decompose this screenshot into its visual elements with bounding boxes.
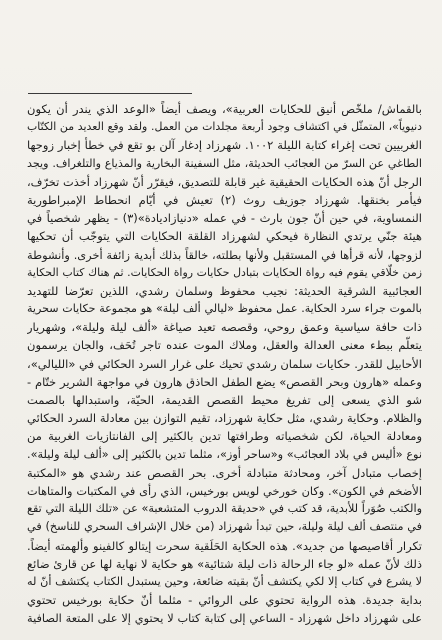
text-line: بالموت جراء سرد الحكاية. عمل محفوظ «ليالي ألف ليلة» هو مجموعة حكايات سحرية: [27, 302, 422, 316]
text-line: شو الذي يسعى إلى تفريغ محيط القصص القديمة، الحيّة، واستبدالها بالصمت: [27, 393, 422, 407]
text-line: الغربيين تحت إغراء كتابة الليلة ١٠٠٢. شهرزاد إدغار آلن بو تقع في خطأ إخبار زوجها: [27, 138, 422, 153]
text-line: في منتصف ألف ليلة وليلة، حين تبدأ شهرزاد (من خلال الإشراف السحري للناسخ) في: [27, 520, 422, 534]
text-line: الأضخم في الكون». وكان خورخي لويس بورخيس، الذي رأى في المكتبات والمتاهات: [27, 483, 422, 498]
text-line: لزوجها، لأنه قرأها في المستقبل ولأنها بطلته، خالقاً بذلك أبدية زائفة أخرى. وأنشوطة: [27, 247, 422, 262]
text-line: تكرار أقاصيصها من جديد». هذه الحكاية الحَلَقية سحرت إيتالو كالفينو وألهمته أيضاً.: [27, 538, 422, 553]
text-line: يتعلّم ببطء معنى العدالة والعقل، وملاك الموت عنده تاجر تُحَف، والجان يرسمون: [27, 338, 422, 353]
text-line: بالقماش/ ملخّص أنيق للحكايات العربية»، ويصف أيضاً «الوعد الذي يندر أن يكون: [27, 102, 422, 116]
body-text: [27, 100, 422, 627]
text-line: ومعادلة الحياة، لكن شخصياته وطرافتها تدين بالكثير إلى الفانتازيات الغربية من: [27, 429, 422, 444]
text-line: الأحابيل للقدر. حكايات سلمان رشدي تحيك على غرار السرد الحكائي في «الليالي»،: [27, 356, 422, 371]
text-line: وعمله «هارون وبحر القصص» يضع الطفل الحاذق هارون في مواجهة الشرير ختّام -: [27, 374, 422, 389]
text-line: النمساوية، في حين أنّ جون بارث - في عمله «دنيازاديادة»(٣) - يظهر شخصياً في: [27, 211, 422, 226]
text-line: والظلام. وحكاية رشدي، مثل حكاية شهرزاد، تقيم التوازن بين معادلة السرد الحكائي: [27, 411, 422, 426]
text-line: هيئة جنّي يرتدي النظارة فيحكي لشهرزاد القلقة الحكايات التي يتوجّب أن تحكيها: [27, 229, 422, 244]
text-line: الطاغي عن السرّ من العجائب الحديثة، مثل السفينة البخارية والمذياع والتلغراف. ويجد: [27, 156, 422, 170]
text-line: دنيوياً»، المتمثّل في اكتشاف وجود أربعة مجلدات من العمل. ولقد وقع العديد من الكتّاب: [27, 120, 422, 134]
text-line: والكتب صُوَراً للأبدية، قد كتب في «حديقة الدروب المتشعبة» عن «تلك الليلة التي تقع: [27, 502, 422, 516]
text-line: بداية جديدة. هذه الرواية تحتوي على الروائي - مثلما أنّ حكاية بورخيس تحتوي: [27, 593, 422, 608]
text-line: العجائبية الشرقية الحديثة: نجيب محفوظ وسلمان رشدي، اللذين تعرّضا للتهديد: [27, 283, 422, 298]
text-line: نوع «أليس في بلاد العجائب» و«ساحر أوز»، مثلما تدين بالكثير إلى «ألف ليلة وليلة».: [27, 447, 422, 461]
text-line: على شهرزاد داخل شهرزاد - الساعي إلى كتابة كتاب لا يحتوي إلا على المتعة الصافية: [27, 611, 422, 626]
text-line: ذات حافة سياسية وعمق روحي، وقصصه تعيد صياغة «ألف ليلة وليلة»، وشهريار: [27, 320, 422, 335]
text-line: زمن خلّاقي يقوم فيه رواة الحكايات بتبادل حكايات رواة الحكايات. ثم هناك كتاب الحكاية: [27, 265, 422, 279]
text-line: فيأمر بخنقها. شهرزاد جوزيف روث (٢) تعيش في أيّام انحطاط الإمبراطورية: [27, 192, 422, 207]
text-line: الرجل أنّ هذه الحكايات الحقيقية غير قابلة للتصديق، فيقرّر أنّ شهرزاد أخذت تخرّف،: [27, 174, 422, 189]
text-line: لا يشرع في كتاب إلا لكي يكتشف أنّ بقيته ضائعة، وحين يستبدل الكتاب يكتشف أنّ له: [27, 574, 422, 588]
text-line: ذلك لأنّ عمله «لو جاء الرحالة ذات ليلة شتائية» هو حكاية لا نهاية لها عن قارئ ضائع: [27, 556, 422, 571]
text-line: إخصاب متبادل آخر، ومحادثة متبادلة أخرى. بحر القصص عند رشدي هو «المكتبة: [27, 465, 422, 480]
separator-rule: [28, 93, 192, 94]
